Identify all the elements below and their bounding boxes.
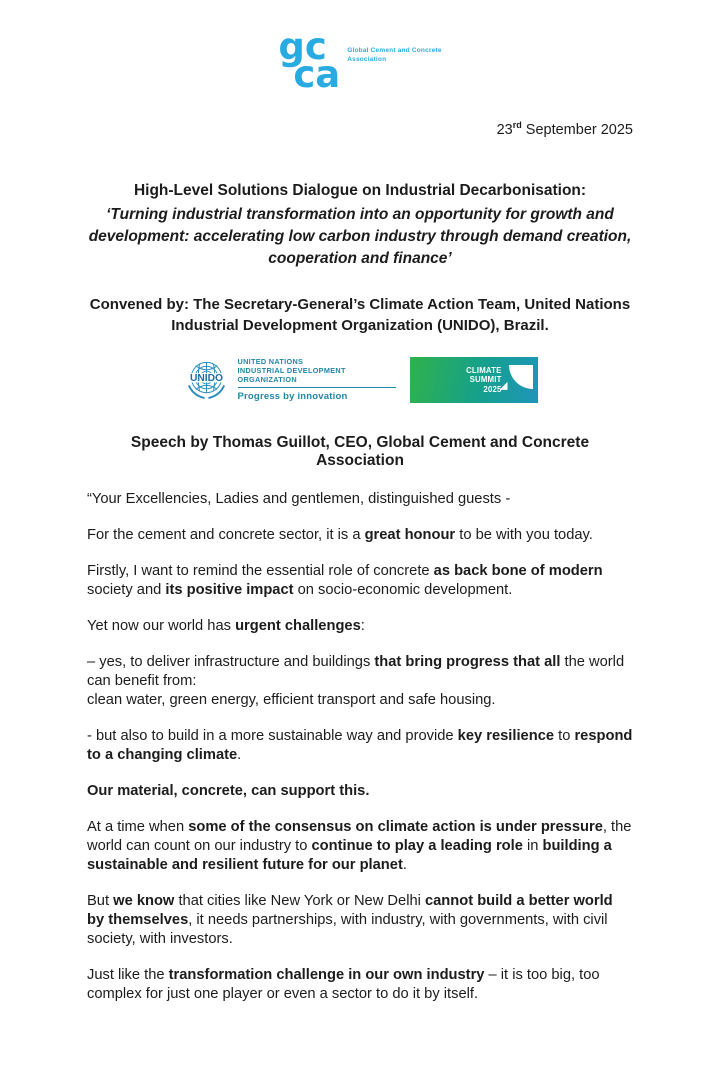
text-run: – it is too big, too complex for just one player or even a sector to do it by itself.	[87, 966, 600, 1002]
gcca-logo-tagline	[347, 46, 441, 64]
unido-tagline: Progress by innovation	[237, 391, 348, 403]
text-run: - but also to build in a more sustainable way and provide	[87, 727, 458, 744]
paragraph	[87, 617, 633, 636]
gcca-logo	[87, 25, 633, 106]
gcca-logo-letters-bottom: ca	[293, 53, 341, 96]
paragraph	[87, 526, 633, 545]
gcca-logo-letters	[278, 25, 341, 96]
text-run: , it needs partnerships, with industry, with governments, with civil society, with investors.	[87, 911, 608, 947]
gcca-tagline-line1: Global Cement and Concrete	[347, 47, 442, 54]
text-run: .	[402, 856, 407, 873]
text-run: in	[522, 837, 543, 854]
speech-heading: Speech by Thomas Guillot, CEO, Global Cement and Concrete Association	[130, 433, 590, 469]
text-run: – yes, to deliver infrastructure and buildings	[87, 653, 375, 670]
text-run-bold: continue to play a leading role	[311, 837, 523, 854]
climate-summit-logo-text	[466, 366, 501, 395]
text-run-bold: Our material, concrete, can support this.	[87, 782, 370, 799]
gcca-tagline-line2: Association	[347, 56, 387, 63]
paragraph	[87, 782, 633, 801]
document-title: High-Level Solutions Dialogue on Industrial Decarbonisation:	[133, 181, 587, 199]
text-run: Just like the	[87, 966, 169, 983]
text-run: But	[87, 892, 114, 909]
partner-logos-row	[87, 352, 633, 408]
text-run: “Your Excellencies, Ladies and gentlemen, distinguished guests -	[87, 490, 511, 507]
paragraph	[87, 818, 633, 875]
text-run: the world can benefit from:	[87, 653, 625, 689]
text-run: society and	[87, 581, 166, 598]
date-month-year: September 2025	[521, 121, 633, 138]
unido-logo-text	[238, 357, 396, 402]
text-run: to be with you today.	[455, 526, 593, 543]
paragraph	[87, 653, 633, 710]
text-run: For the cement and concrete sector, it is a	[87, 526, 365, 543]
text-run: , the world can count on our industry to	[87, 818, 632, 854]
text-run: .	[237, 746, 242, 763]
text-run: At a time when	[87, 818, 189, 835]
text-run-bold: its positive impact	[165, 581, 294, 598]
climate-logo-arc-shape	[509, 365, 533, 389]
text-run: on socio-economic development.	[293, 581, 513, 598]
gcca-logo-letters-top: gc	[278, 25, 327, 68]
text-run-bold: key resilience	[457, 727, 555, 744]
text-run-bold: great honour	[364, 526, 456, 543]
text-run: to	[554, 727, 575, 744]
text-run-bold: respond to a changing climate	[87, 727, 633, 763]
text-run-bold: transformation challenge in our own industry	[168, 966, 485, 983]
date-day: 23	[496, 121, 513, 138]
unido-emblem-icon	[183, 356, 230, 403]
paragraph	[87, 892, 633, 949]
text-run: Firstly, I want to remind the essential role of concrete	[87, 562, 434, 579]
title-block	[87, 182, 633, 270]
text-run-bold: cannot build a better world by themselves	[87, 892, 613, 928]
paragraph	[87, 966, 633, 1004]
text-run-bold: we know	[113, 892, 175, 909]
climate-line2: SUMMIT	[469, 374, 502, 385]
climate-line1: CLIMATE	[466, 364, 502, 375]
convened-by-line: Convened by: The Secretary-General’s Climate Action Team, United Nations Industrial Development Organization (UNIDO), Brazil.	[89, 295, 631, 334]
climate-line3: 2025	[483, 383, 502, 394]
text-run-bold: as back bone of modern	[433, 562, 603, 579]
text-run: clean water, green energy, efficient transport and safe housing.	[87, 691, 496, 708]
paragraph	[87, 490, 633, 509]
speech-body	[87, 490, 633, 1004]
unido-line1: UNITED NATIONS	[237, 357, 304, 367]
unido-logo	[183, 356, 396, 403]
unido-separator-line	[238, 387, 396, 388]
paragraph	[87, 562, 633, 600]
document-date	[87, 120, 633, 138]
climate-summit-2025-logo	[410, 357, 538, 403]
document-subtitle: ‘Turning industrial transformation into an opportunity for growth and development: accelerating low carbon industry through demand creation, cooperation and finance’	[88, 205, 632, 267]
date-ordinal: rd	[512, 120, 522, 130]
text-run: Yet now our world has	[87, 617, 236, 634]
text-run-bold: that bring progress that all	[374, 653, 561, 670]
paragraph	[87, 727, 633, 765]
text-run: :	[360, 617, 365, 634]
text-run-bold: urgent challenges	[235, 617, 361, 634]
unido-line2: INDUSTRIAL DEVELOPMENT ORGANIZATION	[237, 366, 346, 385]
text-run: that cities like New York or New Delhi	[174, 892, 425, 909]
unido-emblem-text: UNIDO	[189, 373, 223, 385]
text-run-bold: building a sustainable and resilient future for our planet	[87, 837, 612, 873]
text-run-bold: some of the consensus on climate action is under pressure	[188, 818, 603, 835]
